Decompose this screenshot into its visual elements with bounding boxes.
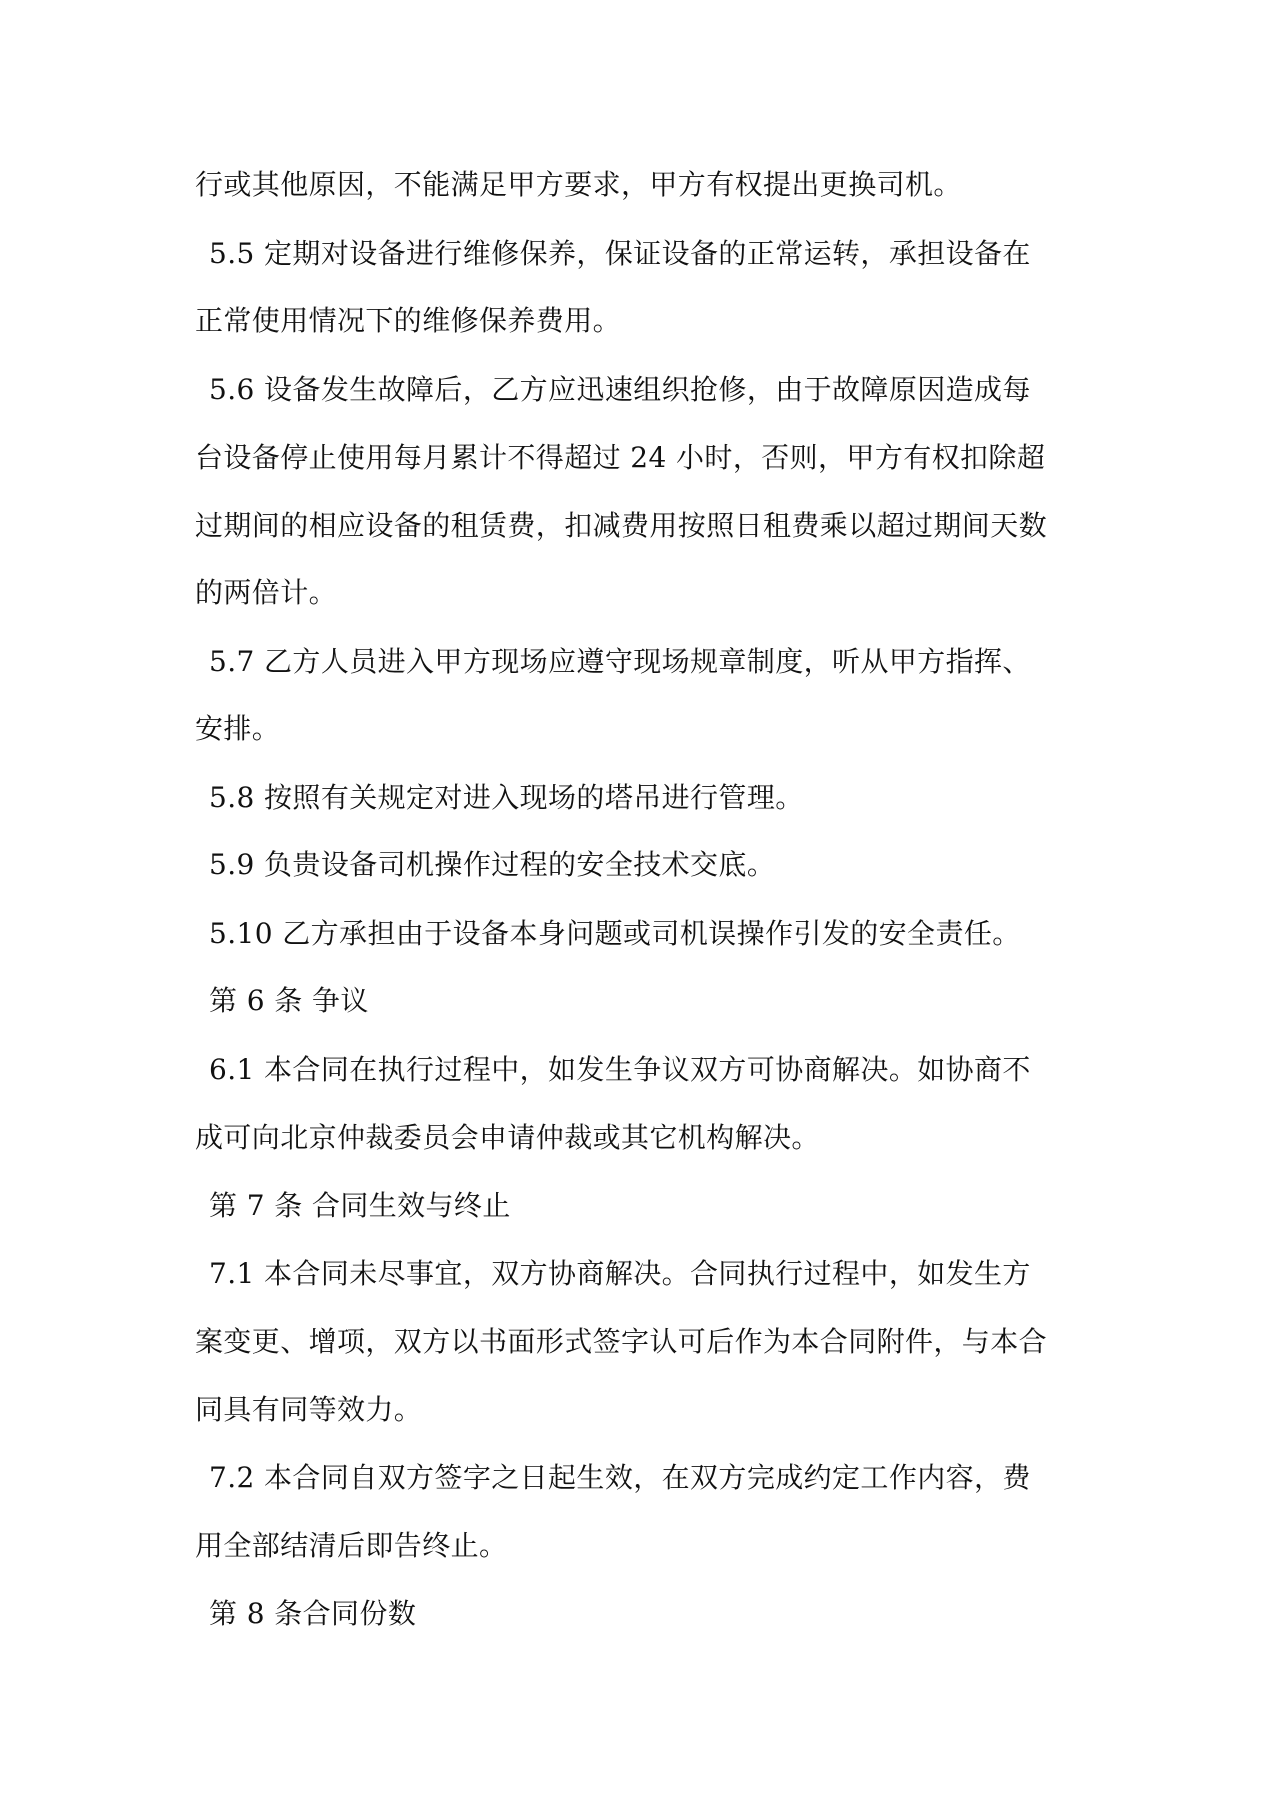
clause-5-6: 5.6 设备发生故障后，乙方应迅速组织抢修，由于故障原因造成每 [209,373,1031,406]
text-line: 台设备停止使用每月累计不得超过 24 小时，否则，甲方有权扣除超 [195,441,1046,474]
text-line: 安排。 [195,712,281,745]
text-line: 过期间的相应设备的租赁费，扣减费用按照日租费乘以超过期间天数 [195,509,1048,542]
clause-5-7: 5.7 乙方人员进入甲方现场应遵守现场规章制度，听从甲方指挥、 [209,645,1031,678]
clause-5-5: 5.5 定期对设备进行维修保养，保证设备的正常运转，承担设备在 [209,237,1031,270]
text-line: 正常使用情况下的维修保养费用。 [195,304,622,337]
clause-5-8: 5.8 按照有关规定对进入现场的塔吊进行管理。 [209,781,804,814]
clause-5-10: 5.10 乙方承担由于设备本身问题或司机误操作引发的安全责任。 [209,917,1021,950]
text-line: 成可向北京仲裁委员会申请仲裁或其它机构解决。 [195,1121,820,1154]
article-8-heading: 第 8 条合同份数 [209,1597,417,1630]
clause-5-9: 5.9 负贵设备司机操作过程的安全技术交底。 [209,848,776,881]
clause-7-1: 7.1 本合同未尽事宜，双方协商解决。合同执行过程中，如发生方 [209,1257,1031,1290]
article-6-heading: 第 6 条 争议 [209,984,369,1017]
text-line: 行或其他原因，不能满足甲方要求，甲方有权提出更换司机。 [195,168,962,201]
clause-7-2: 7.2 本合同自双方签字之日起生效，在双方完成约定工作内容，费 [209,1461,1031,1494]
text-line: 同具有同等效力。 [195,1393,423,1426]
article-7-heading: 第 7 条 合同生效与终止 [209,1189,511,1222]
clause-6-1: 6.1 本合同在执行过程中，如发生争议双方可协商解决。如协商不 [209,1053,1031,1086]
text-line: 用全部结清后即告终止。 [195,1529,508,1562]
text-line: 案变更、增项，双方以书面形式签字认可后作为本合同附件，与本合 [195,1325,1048,1358]
text-line: 的两倍计。 [195,576,338,609]
